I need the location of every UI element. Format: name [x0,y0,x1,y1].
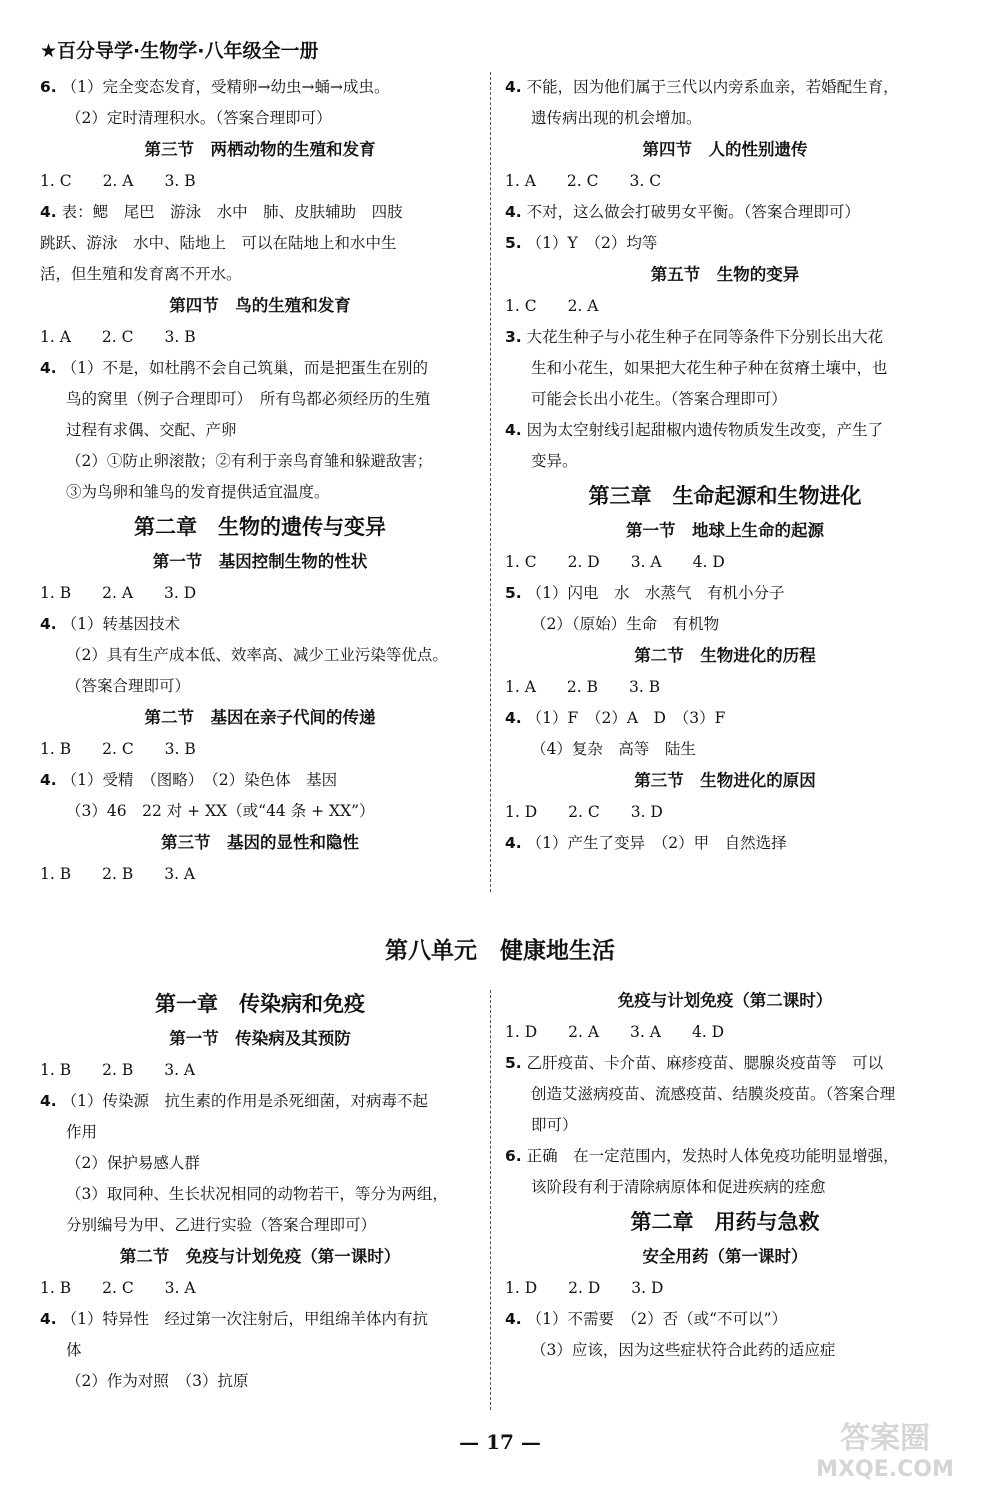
answer-line [40,1055,480,1086]
answer-line [505,828,945,859]
answer-text: 1. D 2. D 3. D [505,1279,664,1297]
answer-text: （3）取同种、生长状况相同的动物若干，等分为两组， [66,1185,448,1203]
answer-text: ③为鸟卵和雏鸟的发育提供适宜温度。 [66,483,330,501]
column-divider-top [490,72,491,892]
answer-line [40,322,480,353]
answer-line [505,609,945,640]
question-number: 4. [505,78,522,96]
answer-text: 过程有求偶、交配、产卵 [66,421,237,439]
answer-line [40,103,480,134]
answer-line [40,259,480,290]
answer-text: 1. D 2. A 3. A 4. D [505,1023,725,1041]
answer-text: （1）F （2）A D （3）F [526,709,726,727]
answer-line [40,1117,480,1148]
answer-text: （2）作为对照 （3）抗原 [66,1372,249,1390]
answer-text: 活，但生殖和发育离不开水。 [40,265,242,283]
answer-line [40,384,480,415]
watermark-text: MXQE.COM [816,1457,954,1482]
answer-line [505,446,945,477]
question-number: 4. [505,834,522,852]
answer-line [505,578,945,609]
section-heading: 第二节 生物进化的历程 [634,646,816,665]
answer-text: 1. C 2. A 3. B [40,172,196,190]
answer-line [40,353,480,384]
answer-text: 1. B 2. C 3. B [40,740,196,758]
answer-line [505,384,945,415]
answer-text: （1）特异性 经过第一次注射后，甲组绵羊体内有抗 [61,1310,428,1328]
section-heading: 第四节 人的性别遗传 [642,140,808,159]
answer-line [505,703,945,734]
answer-text: 大花生种子与小花生种子在同等条件下分别长出大花 [526,328,884,346]
answer-line [505,1273,945,1304]
column-divider-bottom [490,990,491,1410]
answer-text: （1）传染源 抗生素的作用是杀死细菌，对病毒不起 [61,1092,428,1110]
answer-text: 乙肝疫苗、卡介苗、麻疹疫苗、腮腺炎疫苗等 可以 [526,1054,884,1072]
section-heading: 第一节 基因控制生物的性状 [152,552,368,571]
answer-line [505,1048,945,1079]
answer-text: 正确 在一定范围内，发热时人体免疫功能明显增强， [526,1147,899,1165]
answer-line [40,1148,480,1179]
answer-line [505,166,945,197]
answer-line [40,609,480,640]
answer-line [40,1366,480,1397]
answer-line [40,671,480,702]
question-number: 3. [505,328,522,346]
left-column-bottom [40,985,480,1397]
answer-text: 跳跃、游泳 水中、陆地上 可以在陆地上和水中生 [40,234,397,252]
answer-line [40,578,480,609]
answer-line [40,765,480,796]
answer-line [505,734,945,765]
answer-text: 表：鳃 尾巴 游泳 水中 肺、皮肤辅助 四肢 [61,203,403,221]
answer-text: 1. B 2. A 3. D [40,584,197,602]
answer-line [505,291,945,322]
answer-text: 不对，这么做会打破男女平衡。（答案合理即可） [526,203,860,221]
answer-line [40,477,480,508]
question-number: 4. [40,615,57,633]
answer-text: 1. B 2. B 3. A [40,1061,196,1079]
answer-text: 创造艾滋病疫苗、流感疫苗、结膜炎疫苗。（答案合理 [531,1085,896,1103]
left-column-top [40,72,480,890]
answer-text: 1. D 2. C 3. D [505,803,663,821]
question-number: 4. [505,709,522,727]
answer-line [40,166,480,197]
answer-text: （1）不是，如杜鹃不会自己筑巢，而是把蛋生在别的 [61,359,428,377]
question-number: 5. [505,1054,522,1072]
question-number: 4. [40,1092,57,1110]
right-column-bottom [505,985,945,1366]
right-column-top [505,72,945,859]
answer-line [505,1017,945,1048]
answer-line [505,415,945,446]
answer-text: 体 [66,1341,82,1359]
answer-line [505,353,945,384]
answer-line [40,1179,480,1210]
answer-line [40,796,480,827]
section-heading: 安全用药（第一课时） [642,1247,808,1266]
section-heading: 第三节 两栖动物的生殖和发育 [144,140,376,159]
book-header: ★百分导学·生物学·八年级全一册 [40,40,319,62]
answer-text: （3）46 22 对 + XX（或“44 条 + XX”） [66,802,375,820]
answer-line [40,72,480,103]
section-heading: 第二节 基因在亲子代间的传递 [144,708,376,727]
answer-text: 该阶段有利于清除病原体和促进疾病的痊愈 [531,1178,826,1196]
answer-text: 作用 [66,1123,98,1141]
answer-text: （1）Y （2）均等 [526,234,658,252]
answer-line [505,322,945,353]
answer-text: （2）具有生产成本低、效率高、减少工业污染等优点。 [66,646,448,664]
chapter-heading: 第二章 用药与急救 [630,1210,820,1234]
answer-line [40,415,480,446]
answer-text: （2）保护易感人群 [66,1154,200,1172]
answer-text: 鸟的窝里（例子合理即可） 所有鸟都必须经历的生殖 [66,390,431,408]
answer-text: （1）不需要 （2）否（或“不可以”） [526,1310,787,1328]
answer-line [505,547,945,578]
answer-text: 不能，因为他们属于三代以内旁系血亲，若婚配生育， [526,78,899,96]
answer-text: 生和小花生，如果把大花生种子种在贫瘠土壤中，也 [531,359,888,377]
question-number: 4. [40,359,57,377]
answer-text: （1）闪电 水 水蒸气 有机小分子 [526,584,785,602]
section-heading: 第三节 生物进化的原因 [634,771,816,790]
question-number: 6. [505,1147,522,1165]
answer-line [40,734,480,765]
answer-text: 可能会长出小花生。（答案合理即可） [531,390,787,408]
answer-text: （1）受精 （图略） （2）染色体 基因 [61,771,338,789]
answer-line [40,640,480,671]
answer-line [40,228,480,259]
answer-line [40,1273,480,1304]
answer-text: （4）复杂 高等 陆生 [531,740,696,758]
answer-line [505,72,945,103]
question-number: 4. [505,1310,522,1328]
answer-text: 1. C 2. D 3. A 4. D [505,553,725,571]
answer-line [505,228,945,259]
question-number: 4. [505,203,522,221]
chapter-heading: 第三章 生命起源和生物进化 [588,484,862,508]
answer-line [40,1086,480,1117]
answer-text: （2）定时清理积水。（答案合理即可） [66,109,332,127]
watermark-logo [790,1414,980,1482]
watermark-cn: 答案圈 [840,1421,930,1456]
question-number: 4. [40,1310,57,1328]
answer-line [40,859,480,890]
answer-text: （1）转基因技术 [61,615,180,633]
answer-line [505,1335,945,1366]
unit-title: 第八单元 健康地生活 [385,938,615,964]
answer-line [40,197,480,228]
answer-text: 1. A 2. B 3. B [505,678,661,696]
answer-text: 变异。 [531,452,578,470]
answer-line [505,1079,945,1110]
answer-text: （1）完全变态发育，受精卵→幼虫→蛹→成虫。 [61,78,390,96]
section-heading: 第一节 地球上生命的起源 [626,521,824,540]
answer-text: 1. A 2. C 3. B [40,328,196,346]
question-number: 4. [40,203,57,221]
answer-line [505,672,945,703]
question-number: 5. [505,584,522,602]
answer-line [40,1210,480,1241]
answer-text: （1）产生了变异 （2）甲 自然选择 [526,834,787,852]
chapter-heading: 第一章 传染病和免疫 [155,992,365,1016]
answer-line [505,103,945,134]
answer-text: 1. B 2. C 3. A [40,1279,196,1297]
question-number: 4. [40,771,57,789]
section-heading: 免疫与计划免疫（第二课时） [617,991,833,1010]
section-heading: 第五节 生物的变异 [650,265,800,284]
section-heading: 第二节 免疫与计划免疫（第一课时） [119,1247,401,1266]
chapter-heading: 第二章 生物的遗传与变异 [134,515,386,539]
answer-text: 分别编号为甲、乙进行实验（答案合理即可） [66,1216,377,1234]
answer-text: 1. A 2. C 3. C [505,172,662,190]
section-heading: 第一节 传染病及其预防 [169,1029,351,1048]
answer-text: 即可） [531,1116,578,1134]
answer-text: （3）应该，因为这些症状符合此药的适应症 [531,1341,836,1359]
answer-line [505,1141,945,1172]
answer-line [505,797,945,828]
answer-line [505,1304,945,1335]
section-heading: 第四节 鸟的生殖和发育 [169,296,351,315]
question-number: 6. [40,78,57,96]
answer-line [505,1172,945,1203]
answer-text: 1. C 2. A [505,297,599,315]
question-number: 4. [505,421,522,439]
answer-text: （2）（原始）生命 有机物 [531,615,720,633]
answer-text: 因为太空射线引起甜椒内遗传物质发生改变，产生了 [526,421,884,439]
answer-text: （答案合理即可） [66,677,191,695]
answer-line [40,446,480,477]
answer-text: （2）①防止卵滚散；②有利于亲鸟育雏和躲避敌害； [66,452,433,470]
answer-line [505,197,945,228]
section-heading: 第三节 基因的显性和隐性 [161,833,359,852]
page-number: — 17 — [459,1430,541,1454]
answer-text: 遗传病出现的机会增加。 [531,109,702,127]
question-number: 5. [505,234,522,252]
answer-line [505,1110,945,1141]
answer-line [40,1335,480,1366]
answer-text: 1. B 2. B 3. A [40,865,196,883]
answer-line [40,1304,480,1335]
